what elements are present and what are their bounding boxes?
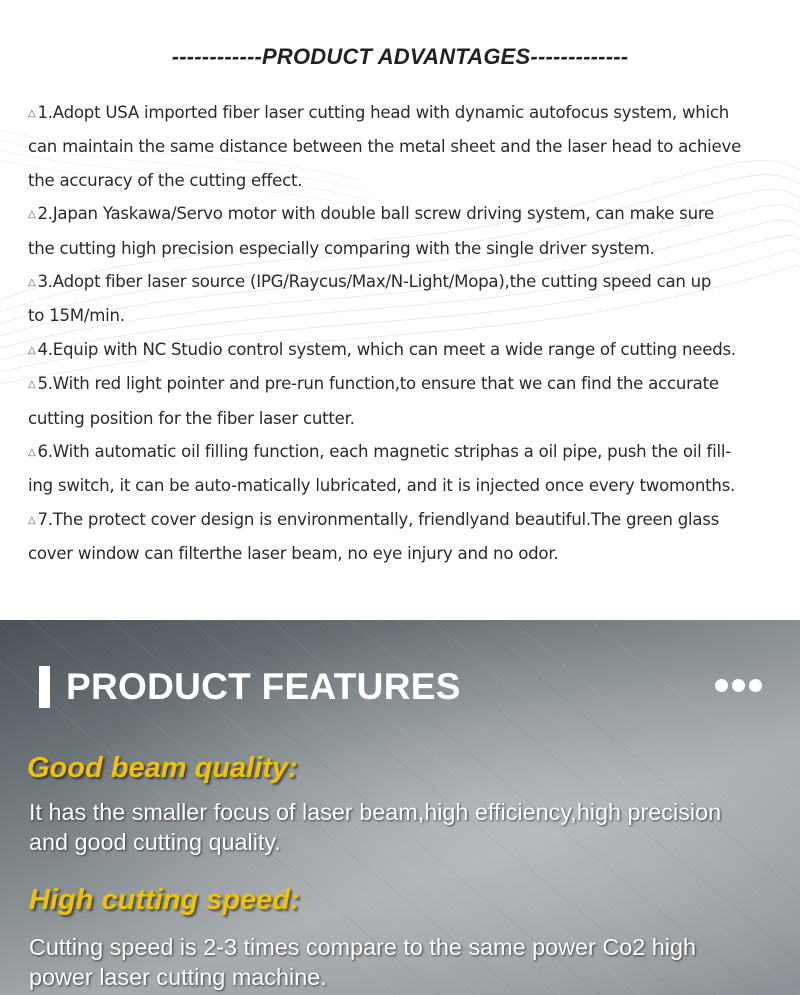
dot-3: [749, 679, 762, 692]
advantage-line-text: the cutting high precision especially comparing with the single driver system.: [28, 238, 655, 258]
advantages-list: [28, 96, 784, 571]
title-accent-bar: [39, 666, 50, 708]
advantage-line: [28, 537, 784, 570]
advantage-line: [28, 96, 784, 130]
triangle-bullet-icon: △: [28, 108, 36, 119]
advantage-line-text: can maintain the same distance between the metal sheet and the laser head to achieve: [28, 137, 742, 157]
triangle-bullet-icon: △: [28, 277, 36, 289]
advantage-line-text: 1.Adopt USA imported fiber laser cutting head with dynamic autofocus system, which: [37, 103, 730, 122]
triangle-bullet-icon: △: [28, 514, 36, 526]
advantage-line: [28, 435, 784, 469]
advantage-line: [28, 232, 784, 265]
advantage-line: [28, 367, 784, 401]
more-dots-icon: [715, 677, 763, 693]
advantage-line-text: 2.Japan Yaskawa/Servo motor with double ball screw driving system, can make sure: [37, 204, 715, 224]
feature-text-line: and good cutting quality.: [29, 829, 281, 855]
advantage-line-text: 6.With automatic oil filling function, each magnetic striphas a oil pipe, push the oil fill-: [37, 442, 731, 462]
advantage-line: [28, 503, 784, 537]
advantage-line-text: 4.Equip with NC Studio control system, which can meet a wide range of cutting needs.: [37, 339, 736, 359]
advantage-line-text: cover window can filterthe laser beam, no eye injury and no odor.: [28, 544, 559, 564]
advantage-line-text: 7.The protect cover design is environmentally, friendlyand beautiful.The green glass: [37, 509, 720, 529]
advantage-line-text: 3.Adopt fiber laser source (IPG/Raycus/Max/N-Light/Mopa),the cutting speed can up: [37, 272, 712, 292]
triangle-bullet-icon: △: [28, 379, 36, 391]
triangle-bullet-icon: △: [28, 344, 36, 356]
advantage-line: [28, 197, 784, 231]
feature-heading-cutting-speed: High cutting speed:: [29, 884, 300, 916]
feature-text-cutting-speed: [29, 932, 789, 992]
advantage-line: [28, 265, 784, 299]
features-title: PRODUCT FEATURES: [66, 666, 461, 707]
dot-2: [732, 679, 745, 692]
feature-text-line: power laser cutting machine.: [29, 964, 327, 990]
advantage-line-text: the accuracy of the cutting effect.: [28, 170, 303, 190]
advantages-title: ------------PRODUCT ADVANTAGES-------------: [171, 44, 629, 69]
advantage-line-text: cutting position for the fiber laser cutter.: [28, 408, 355, 428]
advantage-line: [28, 402, 784, 435]
advantage-line-text: to 15M/min.: [28, 306, 125, 326]
triangle-bullet-icon: △: [28, 209, 36, 221]
dot-1: [715, 679, 728, 692]
advantage-line: [28, 299, 784, 332]
feature-text-beam-quality: [29, 797, 789, 857]
feature-text-line: It has the smaller focus of laser beam,high efficiency,high precision: [29, 799, 722, 825]
advantage-line: [28, 333, 784, 367]
feature-text-line: Cutting speed is 2-3 times compare to the same power Co2 high: [29, 934, 696, 960]
feature-heading-beam-quality: Good beam quality:: [27, 752, 298, 784]
advantage-line-text: 5.With red light pointer and pre-run function,to ensure that we can find the accurate: [37, 374, 719, 394]
advantage-line: [28, 469, 784, 502]
advantage-line-text: ing switch, it can be auto-matically lubricated, and it is injected once every twomonths.: [28, 476, 736, 496]
triangle-bullet-icon: △: [28, 447, 36, 459]
product-features-section: [0, 620, 800, 995]
advantage-line: [28, 164, 784, 197]
advantage-line: [28, 130, 784, 163]
